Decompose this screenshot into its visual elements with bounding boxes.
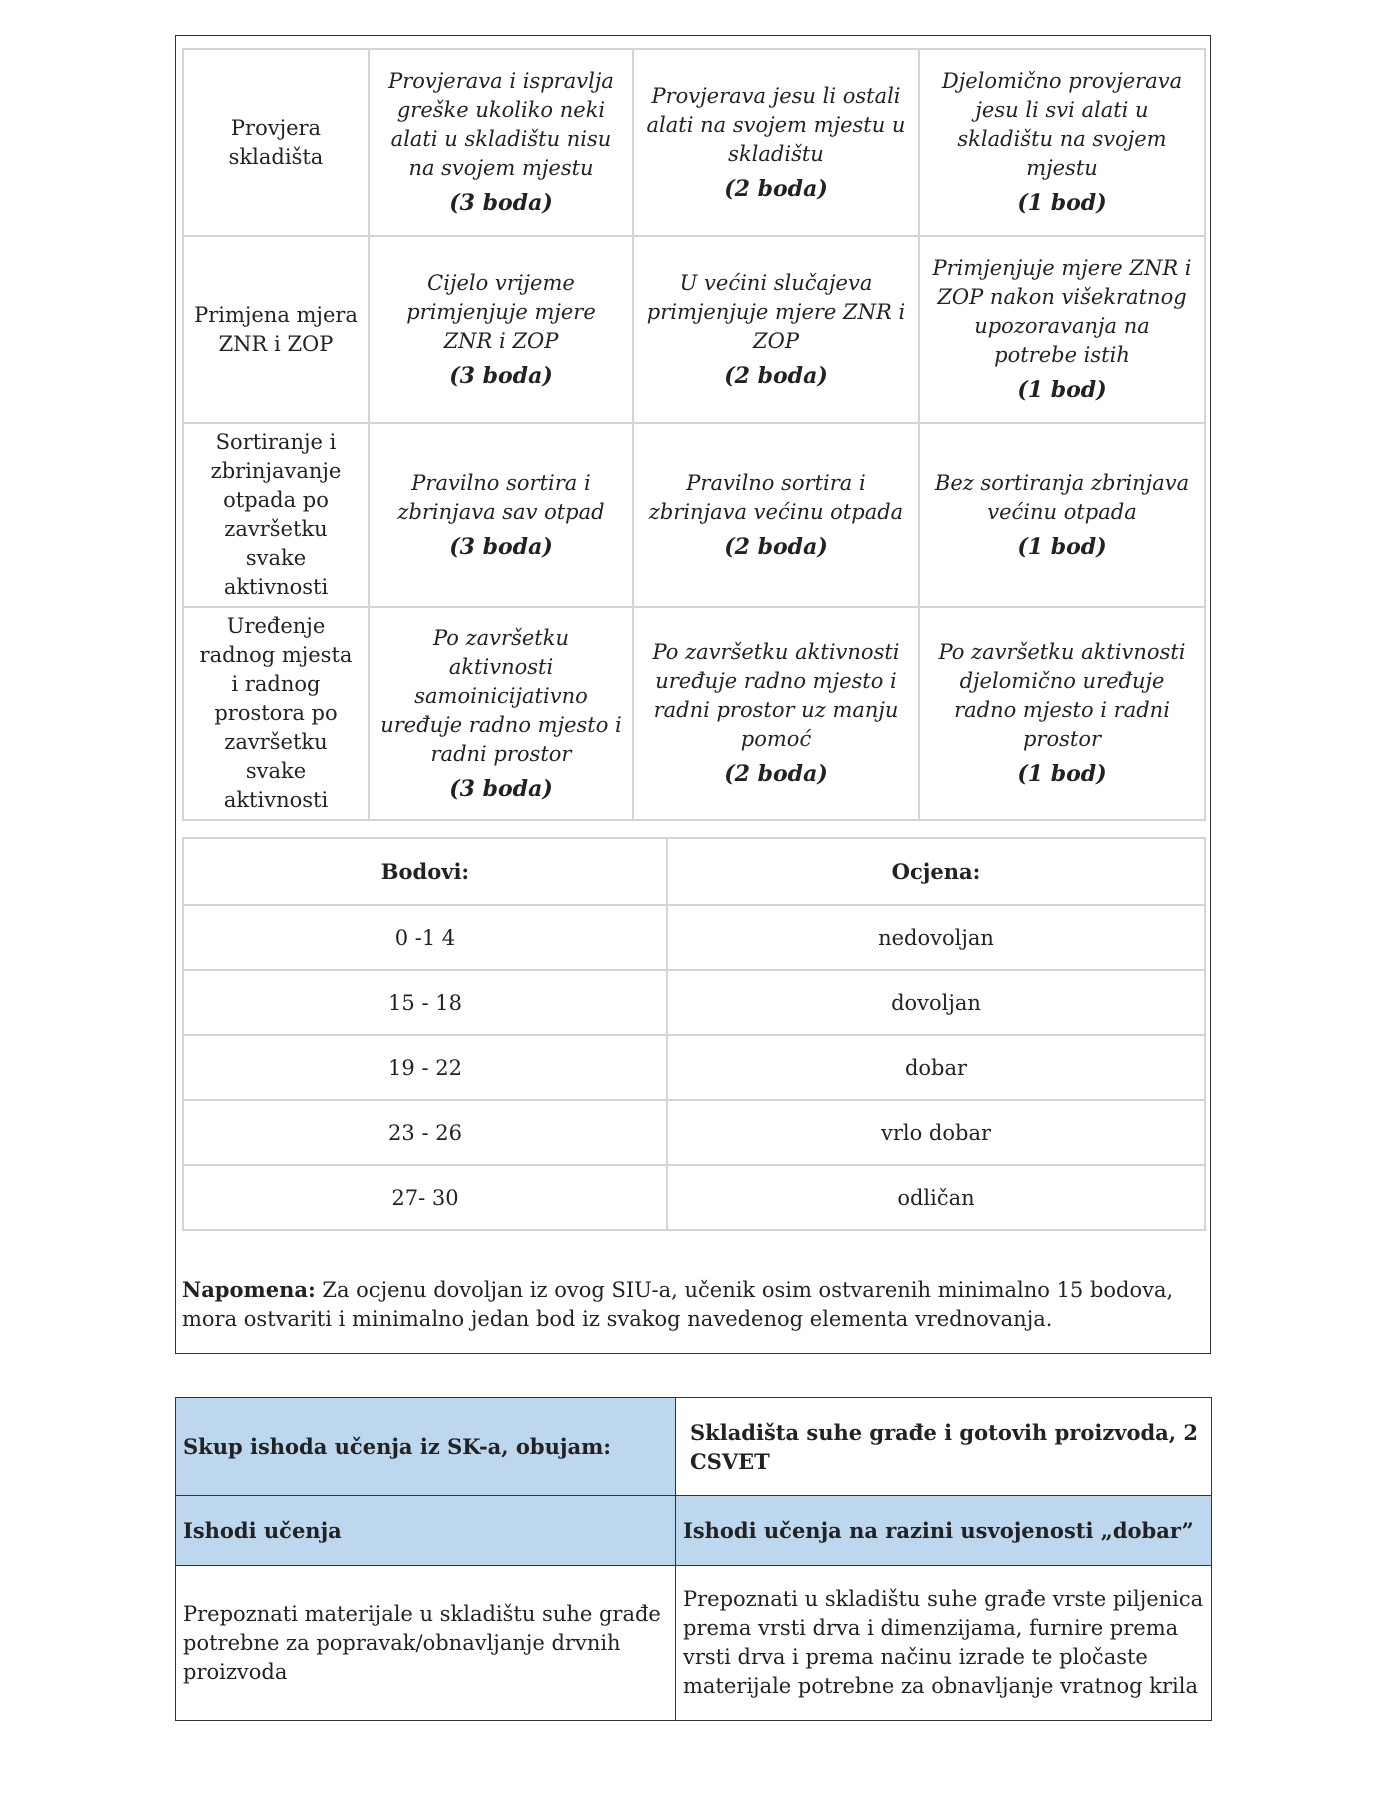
level-description: Provjerava jesu li ostali alati na svojem mjestu u skladištu — [646, 83, 906, 166]
level-points: (2 boda) — [724, 761, 828, 787]
set-value: Skladišta suhe građe i gotovih proizvoda, 2 CSVET — [676, 1398, 1212, 1496]
learning-outcomes-table — [175, 1397, 1212, 1721]
level-cell — [369, 236, 633, 423]
level-cell — [369, 49, 633, 236]
table-row — [183, 970, 1205, 1035]
level-points: (1 bod) — [1017, 533, 1107, 560]
level-description: Po završetku aktivnosti djelomično uređuje radno mjesto i radni prostor — [938, 640, 1186, 751]
level-cell — [919, 607, 1205, 820]
grade-value: dobar — [667, 1035, 1205, 1100]
criterion-cell: Uređenje radnog mjesta i radnog prostora po završetku svake aktivnosti — [183, 607, 369, 820]
outcomes-header-row — [176, 1496, 1212, 1566]
level-points: (3 boda) — [449, 190, 553, 216]
set-row — [176, 1398, 1212, 1496]
points-range: 19 - 22 — [183, 1035, 667, 1100]
outcome-row — [176, 1566, 1212, 1721]
grade-value: odličan — [667, 1165, 1205, 1230]
level-description: Po završetku aktivnosti uređuje radno mjesto i radni prostor uz manju pomoć — [652, 640, 900, 751]
level-cell — [369, 423, 633, 607]
outcomes-label: Ishodi učenja — [176, 1496, 676, 1566]
table-row — [183, 1100, 1205, 1165]
grades-table — [182, 837, 1206, 1231]
level-points: (2 boda) — [724, 175, 828, 202]
criterion-cell: Sortiranje i zbrinjavanje otpada po završetku svake aktivnosti — [183, 423, 369, 607]
level-description: Po završetku aktivnosti samoinicijativno uređuje radno mjesto i radni prostor — [380, 625, 622, 766]
level-cell — [919, 236, 1205, 423]
rubric-row — [183, 236, 1205, 423]
level-points: (3 boda) — [449, 362, 553, 389]
points-header: Bodovi: — [183, 838, 667, 905]
outcomes-level-label: Ishodi učenja na razini usvojenosti „dobar” — [676, 1496, 1212, 1566]
level-cell — [369, 607, 633, 820]
level-points: (2 boda) — [724, 533, 828, 560]
points-range: 15 - 18 — [183, 970, 667, 1035]
grade-value: nedovoljan — [667, 905, 1205, 970]
level-description: Provjerava i ispravlja greške ukoliko neki alati u skladištu nisu na svojem mjestu — [388, 69, 614, 180]
grade-value: dovoljan — [667, 970, 1205, 1035]
rubric-row — [183, 423, 1205, 607]
level-points: (2 boda) — [724, 362, 828, 389]
level-description: Cijelo vrijeme primjenjuje mjere ZNR i ZOP — [406, 270, 596, 353]
level-description: Bez sortiranja zbrinjava većinu otpada — [934, 470, 1190, 524]
table-row — [183, 1035, 1205, 1100]
level-points: (1 bod) — [1017, 761, 1107, 787]
level-cell — [633, 607, 919, 820]
level-cell — [633, 49, 919, 236]
rubric-row — [183, 607, 1205, 820]
note-text: Za ocjenu dovoljan iz ovog SIU-a, učenik osim ostvarenih minimalno 15 bodova, mora ostvariti i minimalno jedan bod iz svakog navedenog elementa vrednovanja. — [182, 1278, 1174, 1331]
table-row — [183, 905, 1205, 970]
criterion-cell: Provjera skladišta — [183, 49, 369, 236]
level-description: Pravilno sortira i zbrinjava većinu otpada — [648, 470, 904, 524]
level-cell — [633, 236, 919, 423]
level-description: U većini slučajeva primjenjuje mjere ZNR i ZOP — [646, 270, 906, 353]
level-cell — [633, 423, 919, 607]
grade-header: Ocjena: — [667, 838, 1205, 905]
set-label: Skup ishoda učenja iz SK-a, obujam: — [176, 1398, 676, 1496]
criterion-cell: Primjena mjera ZNR i ZOP — [183, 236, 369, 423]
grades-header-row — [183, 838, 1205, 905]
level-description: Pravilno sortira i zbrinjava sav otpad — [397, 470, 605, 524]
level-cell — [919, 423, 1205, 607]
level-points: (3 boda) — [449, 775, 553, 802]
level-description: Djelomično provjerava jesu li svi alati u skladištu na svojem mjestu — [941, 69, 1183, 180]
rubric-table — [182, 48, 1206, 821]
level-points: (3 boda) — [449, 533, 553, 560]
points-range: 0 -1 4 — [183, 905, 667, 970]
note-label: Napomena: — [182, 1277, 316, 1302]
outcome-level-text: Prepoznati u skladištu suhe građe vrste piljenica prema vrsti drva i dimenzijama, furnire prema vrsti drva i prema načinu izrade te pločaste materijale potrebne za obnavljanje vratnog krila — [676, 1566, 1212, 1721]
points-range: 23 - 26 — [183, 1100, 667, 1165]
level-cell — [919, 49, 1205, 236]
outcome-text: Prepoznati materijale u skladištu suhe građe potrebne za popravak/obnavljanje drvnih proizvoda — [176, 1566, 676, 1721]
level-description: Primjenjuje mjere ZNR i ZOP nakon višekratnog upozoravanja na potrebe istih — [932, 256, 1192, 367]
level-points: (1 bod) — [1017, 377, 1107, 403]
table-row — [183, 1165, 1205, 1230]
note-paragraph — [182, 1275, 1192, 1334]
rubric-row — [183, 49, 1205, 236]
level-points: (1 bod) — [1017, 190, 1107, 216]
grade-value: vrlo dobar — [667, 1100, 1205, 1165]
points-range: 27- 30 — [183, 1165, 667, 1230]
